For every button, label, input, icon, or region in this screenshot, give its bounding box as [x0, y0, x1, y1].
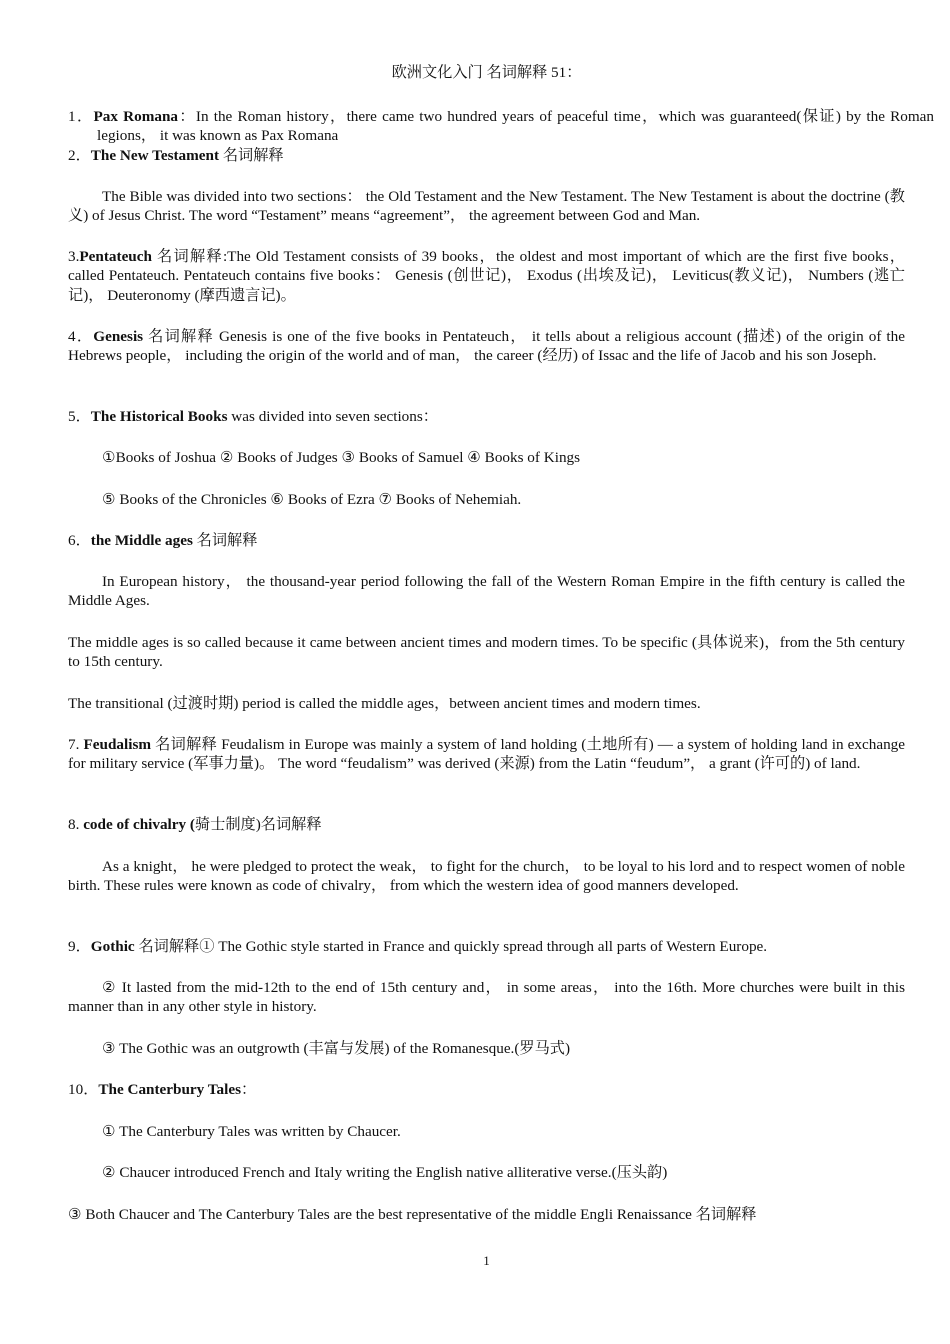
entry-canterbury-heading: 10．The Canterbury Tales： — [68, 1081, 257, 1098]
canterbury-point-1: ① The Canterbury Tales was written by Chaucer. — [102, 1123, 401, 1140]
entry-genesis: 4．Genesis 名词解释 Genesis is one of the five books in Pentateuch， it tells about a religious account (描述) of the origin of the Hebrews people， including the origin of the world and of man， the career (经历) of Issac and the life of Jacob and his son Joseph. — [68, 328, 905, 365]
entry-chivalry-heading: 8. code of chivalry (骑士制度)名词解释 — [68, 816, 322, 833]
term-pax-romana: Pax Romana — [93, 108, 178, 125]
canterbury-point-2: ② Chaucer introduced French and Italy writing the English native alliterative verse.(压头韵) — [102, 1164, 668, 1181]
gothic-paragraph-3: ③ The Gothic was an outgrowth (丰富与发展) of the Romanesque.(罗马式) — [102, 1040, 571, 1057]
entry-pax-romana: 1．Pax Romana：In the Roman history，there came two hundred years of peaceful time，which was guaranteed(保证) by the Roman legions， it was known as Pax Romana — [68, 108, 935, 145]
term-middle-ages: the Middle ages — [90, 532, 193, 549]
document-page — [68, 0, 935, 1344]
term-new-testament: The New Testament — [90, 147, 220, 164]
entry-pentateuch: 3.Pentateuch 名词解释:The Old Testament consists of 39 books，the oldest and most important of which are the first five books， called Pentateuch. Pentateuch contains five books： Genesis (创世记)， Exodus (出埃及记)， Leviticus(教义记)， Numbers (逃亡记)， Deuteronomy (摩西遗言记)。 — [68, 248, 905, 304]
canterbury-point-3: ③ Both Chaucer and The Canterbury Tales are the best representative of the middle Engli Renaissance 名词解释 — [68, 1206, 757, 1223]
term-historical-books: The Historical Books — [90, 408, 228, 425]
page-number: 1 — [483, 1253, 490, 1268]
historical-books-list-1: ①Books of Joshua ② Books of Judges ③ Books of Samuel ④ Books of Kings — [102, 449, 581, 466]
page-title: 欧洲文化入门 名词解释 51： — [391, 64, 582, 81]
entry-historical-books: 5．The Historical Books was divided into seven sections： — [68, 408, 438, 425]
entry-new-testament-heading: 2．The New Testament 名词解释 — [68, 147, 284, 164]
term-genesis: Genesis — [93, 328, 144, 345]
term-canterbury-tales: The Canterbury Tales — [98, 1081, 241, 1098]
middle-ages-paragraph-2: The middle ages is so called because it came between ancient times and modern times. To be specific (具体说来)，from the 5th century to 15th century. — [68, 634, 905, 671]
term-pentateuch: Pentateuch — [79, 248, 152, 265]
middle-ages-paragraph-1: In European history， the thousand-year period following the fall of the Western Roman Empire in the fifth century is called the Middle Ages. — [68, 573, 905, 610]
term-gothic: Gothic — [90, 938, 135, 955]
gothic-paragraph-2: ② It lasted from the mid-12th to the end of 15th century and， in some areas， into the 16th. More churches were built in this manner than in any other style in history. — [68, 979, 905, 1016]
historical-books-list-2: ⑤ Books of the Chronicles ⑥ Books of Ezra ⑦ Books of Nehemiah. — [102, 491, 522, 508]
new-testament-paragraph: The Bible was divided into two sections： the Old Testament and the New Testament. The New Testament is about the doctrine (教义) of Jesus Christ. The word “Testament” means “agreement”， the agreement between God and Man. — [68, 188, 905, 225]
entry-middle-ages-heading: 6．the Middle ages 名词解释 — [68, 532, 258, 549]
term-code-of-chivalry: code of chivalry ( — [83, 816, 195, 833]
entry-feudalism: 7. Feudalism 名词解释 Feudalism in Europe was mainly a system of land holding (土地所有) — a system of holding land in exchange for military service (军事力量)。 The word “feudalism” was derived (来源) from the Latin “feudum”， a grant (许可的) of land. — [68, 736, 905, 773]
middle-ages-paragraph-3: The transitional (过渡时期) period is called the middle ages，between ancient times and modern times. — [68, 695, 701, 712]
chivalry-paragraph: As a knight， he were pledged to protect the weak， to fight for the church， to be loyal to his lord and to respect women of noble birth. These rules were known as code of chivalry， from which the western idea of good manners developed. — [68, 858, 905, 895]
term-feudalism: Feudalism — [83, 736, 152, 753]
entry-gothic: 9．Gothic 名词解释① The Gothic style started in France and quickly spread through all parts of Western Europe. — [68, 938, 768, 955]
